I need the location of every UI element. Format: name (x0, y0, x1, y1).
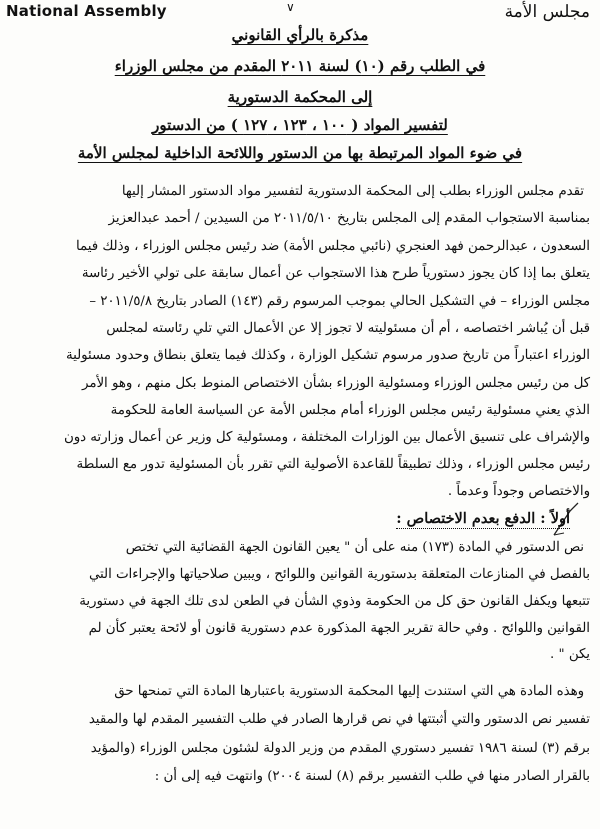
section-line: القوانين واللوائح . وفي حالة تقرير الجهة المذكورة عدم دستورية قانون أو لائحة يعتبر كأن لم (88, 621, 590, 636)
section-heading: أولاً : الدفع بعدم الاختصاص : (396, 510, 570, 527)
section-line: نص الدستور في المادة (١٧٣) منه على أن " يعين القانون الجهة القضائية التي تختص (125, 540, 584, 555)
section-line: بالفصل في المنازعات المتعلقة بدستورية القوانين واللوائح ، ويبين صلاحياتها والإجراءات التي (88, 567, 590, 582)
intro-line: بمناسبة الاستجواب المقدم إلى المجلس بتاريخ ٢٠١١/٥/١٠ من السيدين / أحمد عبدالعزيز (108, 211, 590, 226)
closing-line: وهذه المادة هي التي استندت إليها المحكمة الدستورية باعتبارها المادة التي تمنحها حق (114, 684, 584, 699)
context-line: في ضوء المواد المرتبطة بها من الدستور واللائحة الداخلية لمجلس الأمة (77, 144, 523, 162)
section-paragraph (30, 540, 590, 665)
intro-line: السعدون ، عبدالرحمن فهد العنجري (نائبي مجلس الأمة) ضد رئيس مجلس الوزراء ، وذلك فيما (76, 239, 590, 254)
articles-line: لتفسير المواد ( ١٠٠ ، ١٢٣ ، ١٢٧ ) من الدستور (152, 116, 448, 134)
section-line: تتبعها ويكفل القانون حق كل من الحكومة وذوي الشأن في الطعن لدى تلك الجهة في دستورية (79, 594, 590, 609)
intro-line: والاختصاص وجوداً وعدماً . (447, 484, 590, 499)
intro-line: والإشراف على تنسيق الأعمال بين الوزارات المختلفة ، ومسئولية كل وزير عن أعمال وزارته دون (63, 430, 590, 445)
header-mark: ∨ (286, 0, 295, 14)
closing-line: بالقرار الصادر منها في طلب التفسير برقم (٨) لسنة ٢٠٠٤) وانتهت فيه إلى أن : (154, 769, 590, 784)
intro-line: مجلس الوزراء – في التشكيل الحالي بموجب المرسوم رقم (١٤٣) الصادر بتاريخ ٢٠١١/٥/٨ – (89, 294, 590, 309)
intro-line: الذي يعني مسئولية رئيس مجلس الوزراء أمام مجلس الأمة عن السياسة العامة للحكومة (110, 403, 590, 418)
section-line: يكن " . (550, 647, 590, 662)
intro-line: يتعلق بما إذا كان يجوز دستورياً طرح هذا الاستجواب عن أعمال سابقة على تولي الأخير رئاسة (81, 266, 590, 281)
request-line: في الطلب رقم (١٠) لسنة ٢٠١١ المقدم من مجلس الوزراء (114, 57, 486, 75)
court-line: إلى المحكمة الدستورية (227, 88, 373, 106)
letterhead-arabic: مجلس الأمة (504, 2, 590, 22)
intro-paragraph (30, 184, 590, 504)
closing-paragraph (30, 684, 590, 804)
intro-line: كل من رئيس مجلس الوزراء ومسئولية الوزراء بشأن الاختصاص المنوط بكل منهم ، وهو الأمر (82, 376, 590, 391)
intro-line: تقدم مجلس الوزراء بطلب إلى المحكمة الدستورية لتفسير مواد الدستور المشار إليها (121, 184, 584, 199)
closing-line: تفسير نص الدستور والتي أثبتتها في نص قرارها الصادر في طلب التفسير المقدم لها والمقيد (88, 712, 590, 727)
intro-line: الوزراء اعتباراً من تاريخ صدور مرسوم تشكيل الوزارة ، وكذلك فيما يتعلق بنطاق وحدود مسئولية (65, 348, 590, 363)
closing-line: برقم (٣) لسنة ١٩٨٦ تفسير دستوري المقدم من وزير الدولة لشئون مجلس الوزراء (والمؤيد (90, 741, 590, 756)
intro-line: قبل أن يُباشر اختصاصه ، أم أن مسئوليته لا تجوز إلا عن الأعمال التي تلي رئاسته لمجلس (106, 321, 590, 336)
letterhead-english: National Assembly (6, 2, 167, 20)
intro-line: رئيس مجلس الوزراء ، وذلك تطبيقاً للقاعدة الأصولية التي تقرر بأن المسئولية تدور مع السلطة (76, 457, 590, 472)
memo-title: مذكرة بالرأي القانوني (231, 26, 369, 44)
